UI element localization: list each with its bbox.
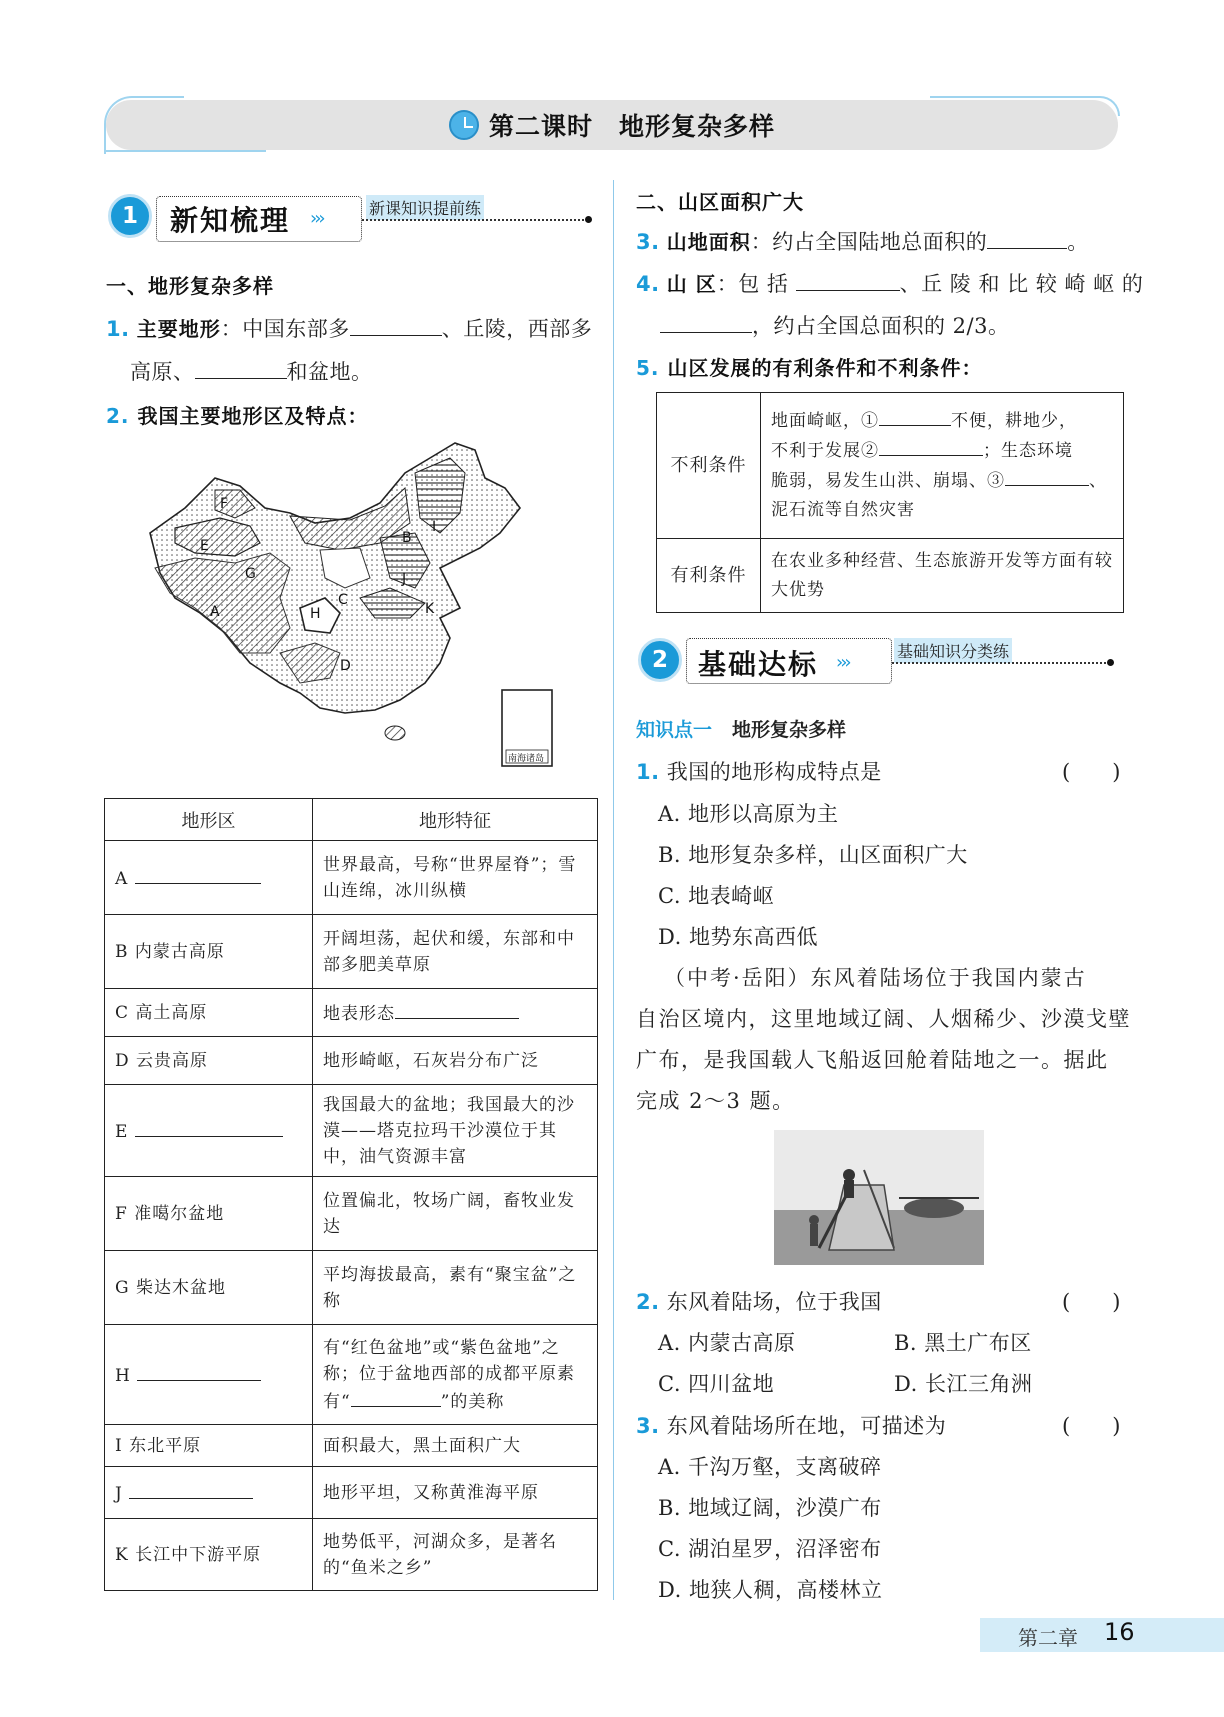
- option[interactable]: D. 地狭人稠，高楼林立: [658, 1578, 883, 1602]
- knowledge-point-heading: 知识点一 地形复杂多样: [636, 719, 847, 741]
- map-label: I: [432, 519, 437, 535]
- answer-blank[interactable]: [796, 271, 900, 291]
- answer-blank[interactable]: [879, 406, 951, 426]
- map-label: J: [402, 571, 407, 587]
- table-row: E 我国最大的盆地；我国最大的沙漠——塔克拉玛干沙漠位于其中，油气资源丰富: [105, 1085, 598, 1177]
- tibet-plateau: [155, 553, 290, 653]
- dotted-rule: [892, 662, 1110, 664]
- answer-parentheses[interactable]: ( ): [1062, 760, 1121, 784]
- dotted-rule: [362, 219, 588, 221]
- table-row: B 内蒙古高原 开阔坦荡，起伏和缓，东部和中部多肥美草原: [105, 915, 598, 989]
- map-label: B: [402, 530, 412, 546]
- map-label: F: [220, 496, 229, 512]
- option[interactable]: A. 千沟万壑，支离破碎: [658, 1455, 882, 1479]
- option[interactable]: D. 地势东高西低: [658, 925, 818, 949]
- question-label: 主要地形: [136, 317, 221, 341]
- option[interactable]: B. 地形复杂多样，山区面积广大: [658, 843, 968, 867]
- option[interactable]: C. 湖泊星罗，沼泽密布: [658, 1537, 882, 1561]
- passage-line: 自治区境内，这里地域辽阔、人烟稀少、沙漠戈壁: [636, 1007, 1131, 1031]
- question-1: 1. 主要地形：中国东部多 、丘陵，西部多: [106, 317, 593, 341]
- section-title: 新知梳理: [170, 204, 291, 237]
- map-label: K: [425, 601, 435, 617]
- table-row: D 云贵高原 地形崎岖，石灰岩分布广泛: [105, 1037, 598, 1085]
- question-4-cont: ，约占全国总面积的 2/3。: [660, 310, 1009, 340]
- passage-line: 完成 2～3 题。: [636, 1089, 795, 1113]
- china-terrain-map: [140, 438, 560, 774]
- section-tag: 新课知识提前练: [366, 195, 484, 220]
- column-header: 地形区: [105, 799, 313, 841]
- chapter-label: 第二章: [1018, 1626, 1078, 1650]
- map-label: C: [338, 592, 348, 608]
- answer-blank[interactable]: [987, 229, 1067, 249]
- answer-blank[interactable]: [879, 436, 983, 456]
- question-5: 5. 山区发展的有利条件和不利条件：: [636, 356, 983, 380]
- arrows-icon: ›››: [310, 208, 323, 229]
- option[interactable]: D. 长江三角洲: [894, 1372, 1033, 1396]
- passage-line: 广布，是我国载人飞船返回舱着陆地之一。据此: [636, 1048, 1109, 1072]
- answer-blank[interactable]: [395, 999, 519, 1019]
- option[interactable]: A. 内蒙古高原: [658, 1331, 796, 1355]
- lesson-header: [106, 100, 1118, 150]
- column-header: 地形特征: [313, 799, 598, 841]
- header-decoration: [106, 150, 266, 152]
- question-1-cont: 高原、 和盆地。: [130, 360, 373, 384]
- passage-line: （中考·岳阳）东风着陆场位于我国内蒙古: [664, 966, 1087, 990]
- table-header-row: [105, 799, 598, 841]
- table-row: K 长江中下游平原 地势低平，河湖众多，是著名的“鱼米之乡”: [105, 1519, 598, 1591]
- question-2: 2. 我国主要地形区及特点：: [106, 404, 369, 428]
- table-row: A 世界最高，号称“世界屋脊”；雪山连绵，冰川纵横: [105, 841, 598, 915]
- option[interactable]: A. 地形以高原为主: [658, 802, 839, 826]
- answer-blank[interactable]: [129, 1479, 253, 1499]
- heading-2: 二、山区面积广大: [636, 190, 804, 214]
- answer-blank[interactable]: [195, 359, 287, 379]
- landing-capsule-photo: [774, 1130, 984, 1265]
- answer-blank[interactable]: [1005, 466, 1089, 486]
- map-label: D: [340, 658, 351, 674]
- heading-1: 一、地形复杂多样: [106, 274, 274, 298]
- option[interactable]: C. 地表崎岖: [658, 884, 775, 908]
- footer-bar: [980, 1618, 1224, 1652]
- option[interactable]: B. 地域辽阔，沙漠广布: [658, 1496, 882, 1520]
- map-label: H: [310, 606, 321, 622]
- table-row: I 东北平原 面积最大，黑土面积广大: [105, 1425, 598, 1467]
- map-label: G: [245, 566, 256, 582]
- question-3: 3. 山地面积：约占全国陆地总面积的 。: [636, 230, 1089, 254]
- page-number: 16: [1104, 1618, 1135, 1646]
- section-number-badge: 2: [638, 638, 682, 682]
- table-row: F 准噶尔盆地 位置偏北，牧场广阔，畜牧业发达: [105, 1177, 598, 1251]
- section-title: 基础达标: [698, 648, 819, 681]
- section-tag: 基础知识分类练: [894, 638, 1012, 663]
- conditions-table: [656, 392, 1124, 613]
- hainan-island: [385, 726, 405, 740]
- answer-blank[interactable]: [351, 1387, 441, 1407]
- terrain-table: [104, 798, 598, 1591]
- option[interactable]: C. 四川盆地: [658, 1372, 775, 1396]
- table-row: H 有“红色盆地”或“紫色盆地”之称；位于盆地西部的成都平原素有“ ”的美称: [105, 1325, 598, 1425]
- mc-question-2: 2. 东风着陆场，位于我国: [636, 1290, 882, 1314]
- map-label: A: [210, 604, 220, 620]
- clock-icon: [449, 110, 479, 140]
- table-row: 有利条件 在农业多种经营、生态旅游开发等方面有较大优势: [657, 539, 1124, 613]
- table-row: 不利条件 地面崎岖，① 不便，耕地少， 不利于发展② ；生态环境 脆弱，易发生山洪、崩塌、③ 、 泥石流等自然灾害: [657, 393, 1124, 539]
- table-row: C 高土高原 地表形态: [105, 989, 598, 1037]
- question-number: 1.: [106, 317, 130, 341]
- mc-question-1: 1. 我国的地形构成特点是: [636, 760, 882, 784]
- answer-blank[interactable]: [350, 316, 442, 336]
- answer-blank[interactable]: [137, 1361, 261, 1381]
- mc-question-3: 3. 东风着陆场所在地，可描述为: [636, 1414, 947, 1438]
- lesson-title: 第二课时 地形复杂多样: [488, 112, 775, 141]
- arrows-icon: ›››: [836, 652, 849, 673]
- table-row: G 柴达木盆地 平均海拔最高，素有“聚宝盆”之称: [105, 1251, 598, 1325]
- section-number-badge: 1: [108, 194, 152, 238]
- answer-parentheses[interactable]: ( ): [1062, 1414, 1121, 1438]
- answer-blank[interactable]: [135, 1117, 283, 1137]
- table-row: J 地形平坦，又称黄淮海平原: [105, 1467, 598, 1519]
- question-4: 4. 山 区：包 括 、丘 陵 和 比 较 崎 岖 的: [636, 272, 1144, 296]
- map-label: E: [200, 538, 209, 554]
- inset-label: 南海诸岛: [508, 754, 545, 764]
- answer-parentheses[interactable]: ( ): [1062, 1290, 1121, 1314]
- answer-blank[interactable]: [135, 864, 261, 884]
- option[interactable]: B. 黑土广布区: [894, 1331, 1032, 1355]
- column-divider: [613, 180, 614, 1600]
- answer-blank[interactable]: [660, 313, 752, 333]
